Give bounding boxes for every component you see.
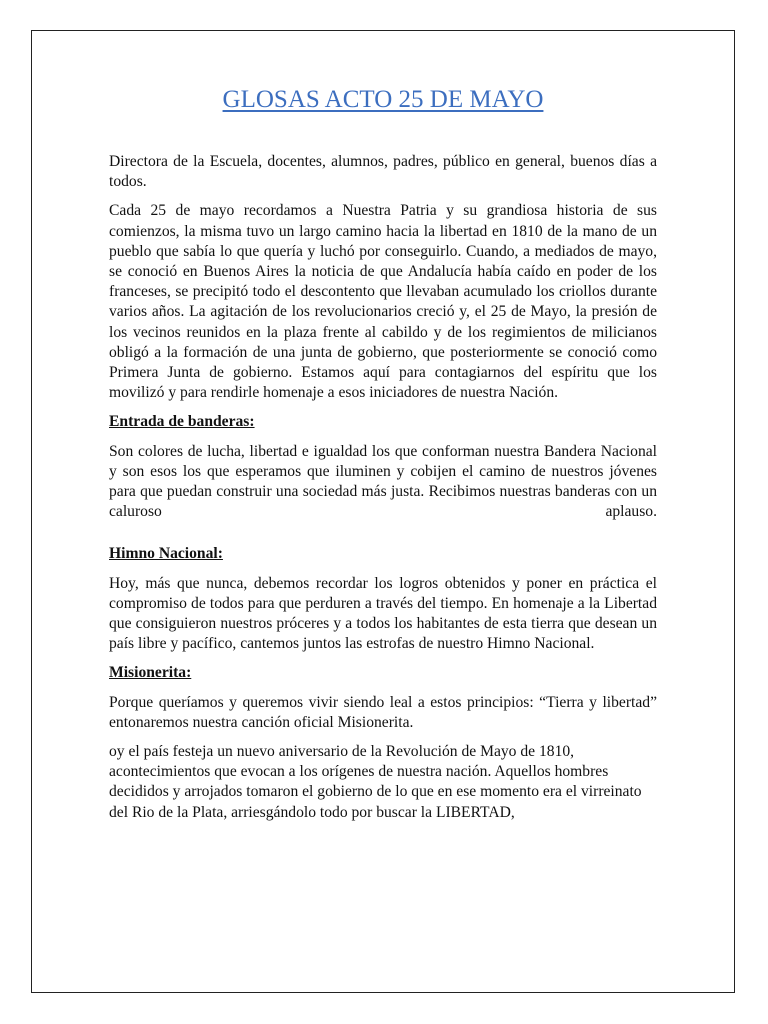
document-body (109, 86, 657, 832)
misionerita-paragraph: Porque queríamos y queremos vivir siendo leal a estos principios: “Tierra y libertad” entonaremos nuestra canción oficial Misionerita. (109, 693, 657, 731)
document-title: GLOSAS ACTO 25 DE MAYO (222, 86, 544, 113)
misionerita-heading: Misionerita: (109, 664, 192, 682)
closing-paragraph-1: oy el país festeja un nuevo aniversario de la Revolución de Mayo de 1810, acontecimientos que evocan a los orígenes de nuestra nación. Aquellos hombres (109, 743, 609, 781)
banderas-heading: Entrada de banderas: (109, 413, 255, 431)
himno-heading: Himno Nacional: (109, 545, 223, 563)
history-paragraph: Cada 25 de mayo recordamos a Nuestra Patria y su grandiosa historia de sus comienzos, la misma tuvo un largo camino hacia la libertad en 1810 de la mano de un pueblo que sabía lo que quería y luchó por conseguirlo. Cuando, a mediados de mayo, se conoció en Buenos Aires la noticia de que Andalucía había caído en poder de los franceses, se precipitó todo el descontento que llevaban acumulado los criollos durante varios años. La agitación de los revolucionarios creció y, el 25 de Mayo, la presión de los vecinos reunidos en la plaza frente al cabildo y de los regimientos de milicianos obligó a la formación de una junta de gobierno, que posteriormente se conoció como Primera Junta de gobierno. Estamos aquí para contagiarnos del espíritu que los movilizó y para rendirle homenaje a esos iniciadores de nuestra Nación. (109, 202, 657, 402)
banderas-paragraph: Son colores de lucha, libertad e igualdad los que conforman nuestra Bandera Nacional y son esos los que esperamos que iluminen y cobijen el camino de nuestros jóvenes para que puedan construir una sociedad más justa. Recibimos nuestras banderas con un caluroso aplauso. (109, 442, 657, 521)
greeting-paragraph: Directora de la Escuela, docentes, alumnos, padres, público en general, buenos días a todos. (109, 153, 657, 191)
closing-paragraph-2: decididos y arrojados tomaron el gobierno de lo que en ese momento era el virreinato del Rio de la Plata, arriesgándolo todo por buscar la LIBERTAD, (109, 783, 642, 821)
himno-paragraph: Hoy, más que nunca, debemos recordar los logros obtenidos y poner en práctica el compromiso de todos para que perduren a través del tiempo. En homenaje a la Libertad que consiguieron nuestros próceres y a todos los habitantes de esta tierra que desean un país libre y pacífico, cantemos juntos las estrofas de nuestro Himno Nacional. (109, 574, 657, 653)
